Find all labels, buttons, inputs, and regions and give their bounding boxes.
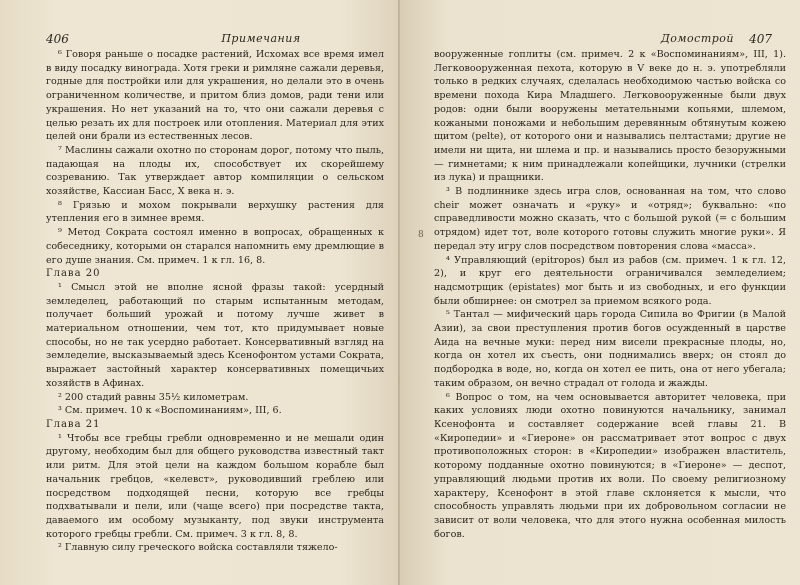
note-paragraph: ⁸ Грязью и мохом покрывали верхушку растения для утепления его в зимнее время. bbox=[46, 199, 384, 225]
running-head: Примечания bbox=[221, 32, 301, 45]
running-head: Домострой bbox=[660, 32, 734, 45]
note-paragraph: ⁴ Управляющий (epitropos) был из рабов (см. примеч. 1 к гл. 12, 2), и круг его деятельности ограничивался земледелием; надсмотрщик (epistates) мог быть и из свободных, и его функции были обширнее: он смотрел за приемом всякого рода. bbox=[434, 254, 786, 307]
right-page-body bbox=[434, 48, 786, 541]
right-page-header bbox=[434, 26, 786, 48]
note-paragraph: ¹ Смысл этой не вполне ясной фразы такой: усердный земледелец, работающий по старым испытанным методам, получает больший урожай и потому лучше живет в материальном отношении, чем тот, кто придумывает новые способы, но не так усердно работает. Консервативный взгляд на земледелие, высказываемый здесь Ксенофонтом устами Сократа, выражает застойный характер консервативных помещичьих хозяйств в Афинах. bbox=[46, 281, 384, 389]
right-page bbox=[400, 0, 800, 585]
note-paragraph: ⁶ Говоря раньше о посадке растений, Исхомах все время имел в виду посадку винограда. Хотя греки и римляне сажали деревья, годные для постройки или для украшения, но делали это в очень ограниченном количестве, и притом близ домов, ради тени или украшения. Но нет указаний на то, что они сажали деревья с целью резать их для построек или отопления. Материал для этих целей они брали из естественных лесов. bbox=[46, 49, 384, 143]
note-paragraph: ³ См. примеч. 10 к «Воспоминаниям», III, 6. bbox=[58, 405, 282, 417]
note-paragraph: ¹ Чтобы все гребцы гребли одновременно и не мешали один другому, необходим был для общего руководства известный такт или ритм. Для этой цели на каждом большом корабле был начальник гребцов, «келевст», руководивший греблею или посредством подходящей песни, которую все гребцы подхватывали и пели, или (чаще всего) при посредстве такта, даваемого им особому музыканту, под звуки инструмента которого гребцы гребли. См. примеч. 3 к гл. 8, 8. bbox=[46, 432, 384, 540]
note-paragraph: ² 200 стадий равны 35½ километрам. bbox=[58, 391, 249, 403]
gutter-mark: 8 bbox=[418, 230, 424, 240]
note-paragraph: вооруженные гоплиты (см. примеч. 2 к «Воспоминаниям», III, 1). Легковооруженная пехота, которую в V веке до н. э. употребляли только в редких случаях, сделалась необходимою частью войска со времени похода Кира Младшего. Легковооруженные были двух родов: одни были вооружены метательными копьями, шлемом, кожаными поножами и небольшим деревянным обтянутым кожею щитом (pelte), от которого они и назывались пелтастами; другие не имели ни щита, ни шлема и пр. и назывались просто безоружными — гимнетами; к ним принадлежали копейщики, лучники (стрелки из лука) и пращники. bbox=[434, 49, 786, 184]
chapter-heading: Глава 21 bbox=[46, 418, 101, 430]
left-page-body bbox=[46, 48, 384, 555]
page-number: 406 bbox=[46, 32, 69, 46]
note-paragraph: ³ В подлиннике здесь игра слов, основанная на том, что слово cheir может означать и «руку» и «отряд»; буквально: «по справедливости можно сказать, что с большой рукой (= с большим отрядом) идет тот, воле которого готовы служить многие руки». Я передал эту игру слов посредством повторения слова «масса». bbox=[434, 186, 786, 252]
page-number: 407 bbox=[749, 32, 772, 46]
chapter-heading: Глава 20 bbox=[46, 268, 101, 280]
note-paragraph: ² Главную силу греческого войска составляли тяжело- bbox=[58, 542, 338, 554]
left-page-header bbox=[46, 26, 384, 48]
note-paragraph: ⁹ Метод Сократа состоял именно в вопросах, обращенных к собеседнику, которыми он старался напомнить ему дремлющие в его душе знания. См. примеч. 1 к гл. 16, 8. bbox=[46, 227, 384, 266]
note-paragraph: ⁵ Тантал — мифический царь города Сипила во Фригии (в Малой Азии), за свои преступления против богов осужденный в царстве Аида на вечные муки: перед ним висели прекрасные плоды, но, когда он хотел их съесть, они поднимались вверх; он стоял до подбородка в воде, но, когда он хотел ее пить, она от него убегала; таким образом, он вечно страдал от голода и жажды. bbox=[434, 309, 786, 389]
note-paragraph: ⁷ Маслины сажали охотно по сторонам дорог, потому что пыль, падающая на плоды их, способствует их скорейшему созреванию. Так утверждает автор компиляции о сельском хозяйстве, Кассиан Басс, X века н. э. bbox=[46, 144, 384, 198]
note-paragraph: ⁶ Вопрос о том, на чем основывается авторитет человека, при каких условиях люди охотно повинуются начальнику, занимал Ксенофонта и составляет содержание всей главы 21. В «Киропедии» и «Гиероне» он рассматривает этот вопрос с двух противоположных сторон: в «Киропедии» изображен властитель, которому подданные охотно повинуются; в «Гиероне» — деспот, управляющий людьми против их воли. По своему религиозному характеру, Ксенофонт в этой главе склоняется к мысли, что способность управлять людьми при их добровольном согласии не зависит от воли человека, что для этого нужна особенная милость богов. bbox=[434, 391, 786, 540]
